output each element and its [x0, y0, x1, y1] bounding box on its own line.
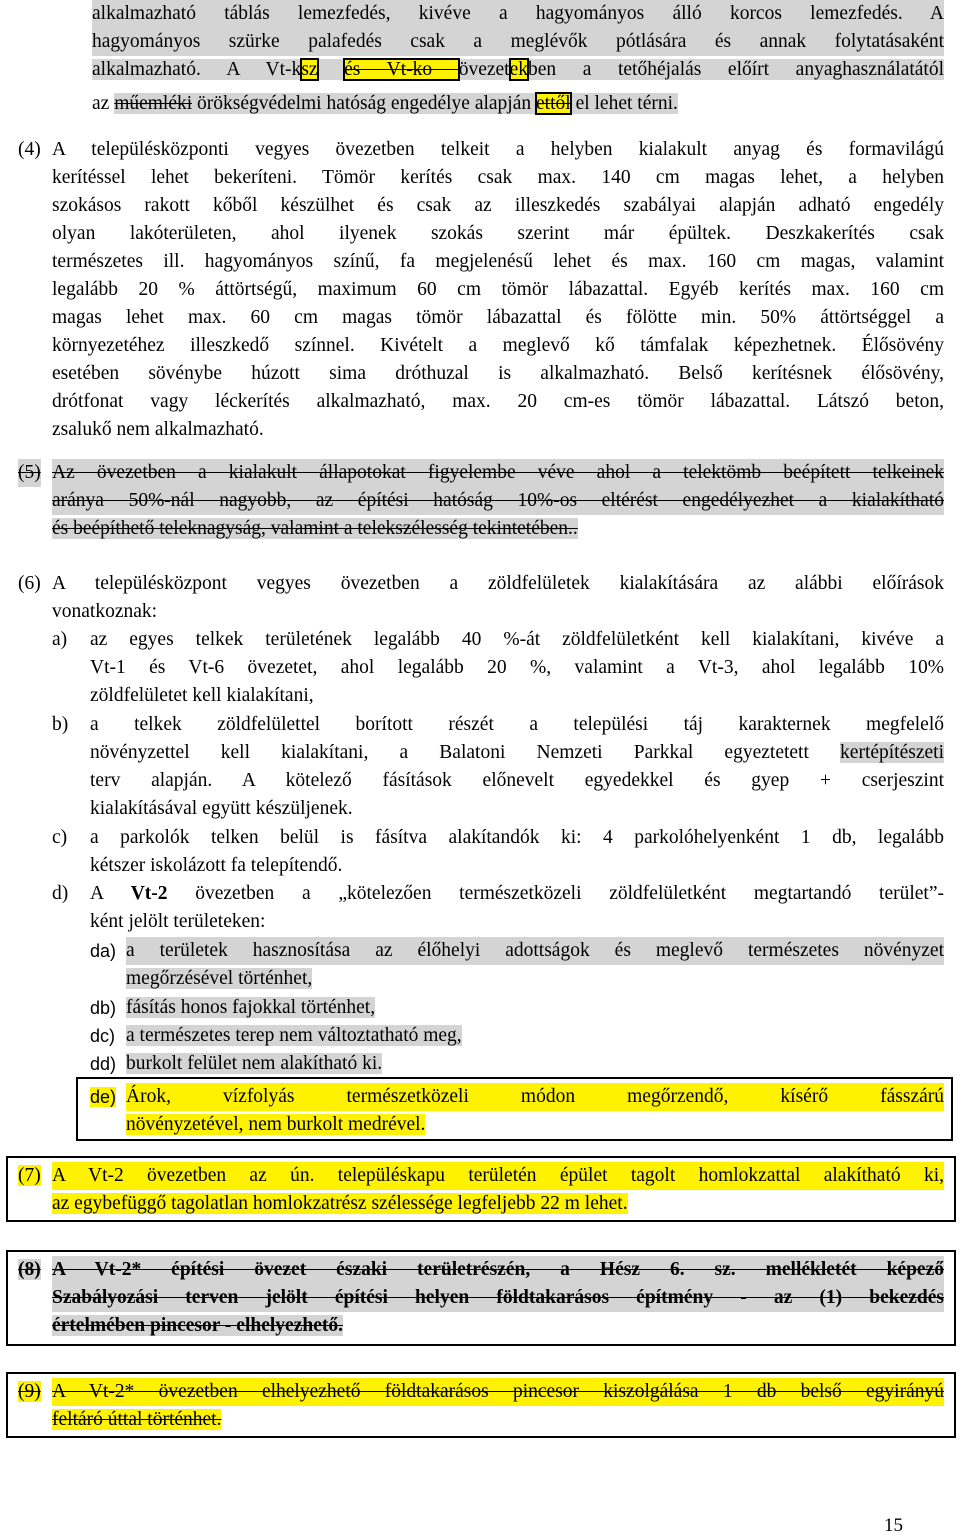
item-c-label: c)	[52, 827, 68, 848]
p7-line: az egybefüggő tagolatlan homlokzatrész szélessége legfeljebb 22 m lehet.	[52, 1193, 628, 1214]
item-c	[90, 824, 944, 880]
p8-line: értelmében pincesor - elhelyezhető.	[52, 1315, 343, 1336]
p4-line: A településközponti vegyes övezetben telkeit a helyben kialakult anyag és formavilágú	[52, 139, 944, 160]
sub-da-line: a területek hasznosítása az élőhelyi adottságok és meglevő természetes növényzet	[126, 937, 944, 965]
item-d-label: d)	[52, 883, 69, 904]
sub-dd-line: burkolt felület nem alakítható ki.	[126, 1053, 383, 1074]
paragraph-7-number: (7)	[18, 1165, 41, 1186]
sub-db	[126, 994, 944, 1022]
paragraph-6-number: (6)	[18, 573, 41, 594]
p5-line: Az övezetben a kialakult állapotokat figyelembe véve ahol a telektömb beépített telkeinek	[52, 459, 944, 487]
p4-line: kerítéssel lehet bekeríteni. Tömör kerítés csak max. 140 cm magas lehet, a helyben	[52, 167, 944, 188]
sub-dd	[126, 1050, 944, 1078]
p4-line: környezetéhez illeszkedő színnel. Kivételt a meglevő kő támfalak képezhetnek. Élősövény	[52, 335, 944, 356]
paragraph-4-number: (4)	[18, 139, 41, 160]
top-line-2: hagyományos szürke palafedés csak a meglévők pótlására és annak folytatásaként	[92, 28, 944, 56]
item-b	[90, 711, 944, 823]
sub-de-label: de)	[90, 1087, 117, 1107]
paragraph-8-number: (8)	[18, 1259, 41, 1280]
p4-line: természetes ill. hagyományos színű, fa megjelenésű lehet és max. 160 cm magas, valamint	[52, 251, 944, 272]
sub-da	[126, 937, 944, 993]
paragraph-9-number: (9)	[18, 1381, 41, 1402]
item-b-label: b)	[52, 714, 69, 735]
p8-line: Szabályozási terven jelölt építési helyen földtakarásos építmény - az (1) bekezdés	[52, 1284, 944, 1312]
p4-line: magas lehet max. 60 cm magas tömör lábazattal és fölötte min. 50% áttörtséggel a	[52, 307, 944, 328]
p6-line: vonatkoznak:	[52, 601, 158, 622]
paragraph-8	[52, 1256, 944, 1340]
p4-line: olyan lakóterületen, ahol ilyenek szokás szerint már épültek. Deszkakerítés csak	[52, 223, 944, 244]
paragraph-5	[52, 459, 944, 543]
p8-line: A Vt-2* építési övezet északi területrészén, a Hész 6. sz. mellékletét képező	[52, 1256, 944, 1284]
item-d-line: A Vt-2 övezetben a „kötelezően természetközeli zöldfelületként megtartandó terület”-	[90, 883, 944, 904]
item-b-line: növényzettel kell kialakítani, a Balatoni Nemzeti Parkkal egyeztetett kertépítészeti	[90, 742, 944, 763]
p9-line: A Vt-2* övezetben elhelyezhető földtakarásos pincesor kiszolgálása 1 db belső egyirányú	[52, 1378, 944, 1406]
p7-line: A Vt-2 övezetben az ún. településkapu területén épület tagolt homlokzattal alakítható ki,	[52, 1162, 944, 1190]
paragraph-9	[52, 1378, 944, 1434]
p4-line: szokásos rakott kőből készülhet és csak az illeszkedés szabályai alapján adható engedély	[52, 195, 944, 216]
top-line-4: az műemléki örökségvédelmi hatóság engedélye alapján ettől el lehet térni.	[92, 93, 678, 114]
item-b-line: a telkek zöldfelülettel borított részét a települési táj karakternek megfelelő	[90, 714, 944, 735]
sub-de	[126, 1083, 944, 1139]
item-a	[90, 626, 944, 710]
p4-line: esetében sövénybe húzott sima dróthuzal is alkalmazható. Belső kerítésnek élősövény,	[52, 363, 944, 384]
item-a-line: Vt-1 és Vt-6 övezetet, ahol legalább 20 %, valamint a Vt-3, ahol legalább 10%	[90, 657, 944, 678]
item-d	[90, 880, 944, 936]
paragraph-7	[52, 1162, 944, 1218]
paragraph-6-intro	[52, 570, 944, 626]
sub-dc-line: a természetes terep nem változtatható meg,	[126, 1025, 462, 1046]
item-a-label: a)	[52, 629, 68, 650]
item-a-line: zöldfelületet kell kialakítani,	[90, 685, 314, 706]
top-line-1: alkalmazható táblás lemezfedés, kivéve a hagyományos álló korcos lemezfedés. A	[92, 0, 944, 28]
sub-dc-label: dc)	[90, 1026, 116, 1046]
top-paragraph	[92, 0, 944, 118]
paragraph-4	[52, 136, 944, 444]
sub-db-line: fásítás honos fajokkal történhet,	[126, 997, 376, 1018]
p4-line: drótfonat vagy léckerítés alkalmazható, max. 20 cm-es tömör lábazattal. Látszó beton,	[52, 391, 944, 412]
item-a-line: az egyes telkek területének legalább 40 %-át zöldfelületként kell kialakítani, kivéve a	[90, 629, 944, 650]
p4-line: zsalukő nem alkalmazható.	[52, 419, 264, 440]
p6-line: A településközpont vegyes övezetben a zöldfelületek kialakítására az alábbi előírások	[52, 573, 944, 594]
sub-dc	[126, 1022, 944, 1050]
item-c-line: a parkolók telken belül is fásítva alakítandók ki: 4 parkolóhelyenként 1 db, legalább	[90, 827, 944, 848]
sub-da-label: da)	[90, 941, 117, 961]
p5-line: aránya 50%-nál nagyobb, az építési hatóság 10%-os eltérést engedélyezhet a kialakítható	[52, 487, 944, 515]
paragraph-5-number: (5)	[18, 459, 41, 487]
p9-line: feltáró úttal történhet.	[52, 1409, 222, 1430]
sub-da-line: megőrzésével történhet,	[126, 968, 313, 989]
item-b-line: terv alapján. A kötelező fásítások előnevelt egyedekkel és gyep + cserjeszint	[90, 770, 944, 791]
sub-dd-label: dd)	[90, 1054, 117, 1074]
item-b-line: kialakításával együtt készüljenek.	[90, 798, 353, 819]
sub-de-line: Árok, vízfolyás természetközeli módon megőrzendő, kísérő fásszárú	[126, 1083, 944, 1111]
item-d-line: ként jelölt területeken:	[90, 911, 266, 932]
p4-line: legalább 20 % áttörtségű, maximum 60 cm tömör lábazattal. Egyéb kerítés max. 160 cm	[52, 279, 944, 300]
top-line-3: alkalmazható. A Vt-ksz és Vt-ko övezetekben a tetőhéjalás előírt anyaghasználatától	[92, 59, 945, 80]
page-number: 15	[884, 1515, 903, 1536]
sub-db-label: db)	[90, 998, 117, 1018]
p5-line: és beépíthető teleknagyság, valamint a telekszélesség tekintetében..	[52, 518, 578, 539]
item-c-line: kétszer iskolázott fa telepítendő.	[90, 855, 343, 876]
sub-de-line: növényzetével, nem burkolt medrével.	[126, 1114, 426, 1135]
